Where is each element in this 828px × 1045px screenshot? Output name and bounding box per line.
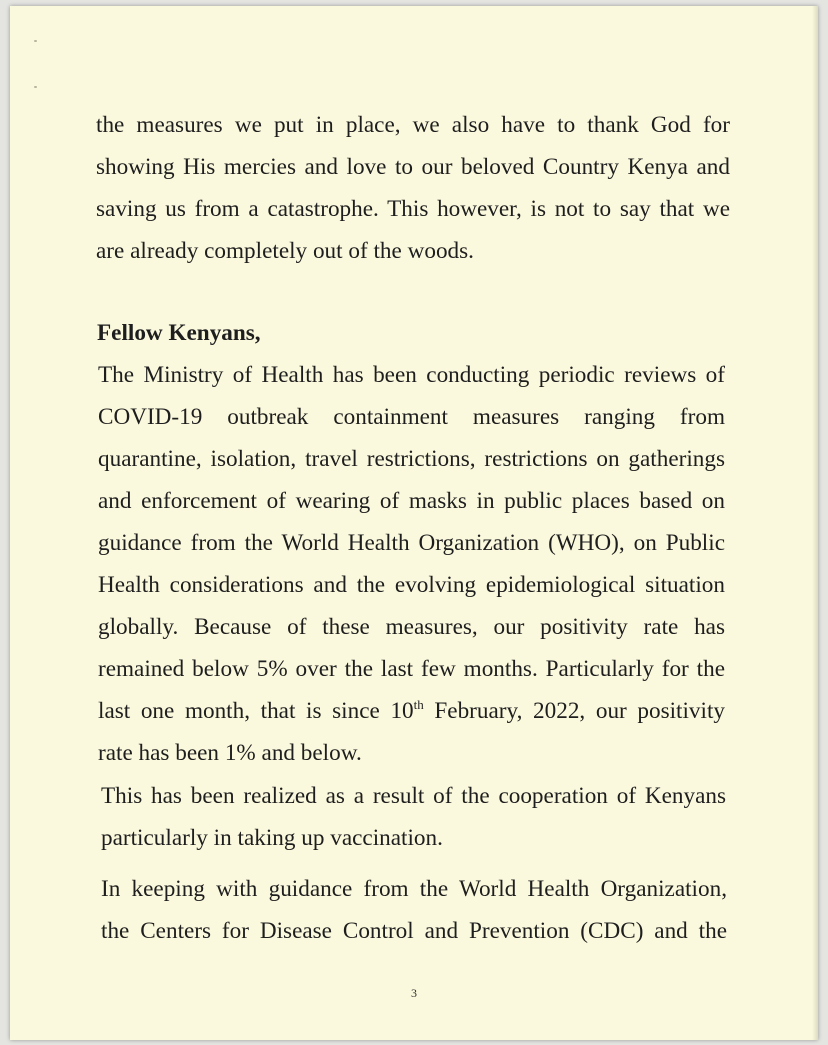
text-line: particularly in taking up vaccination. bbox=[101, 825, 443, 851]
text-line: are already completely out of the woods. bbox=[96, 238, 474, 264]
paper-speck bbox=[34, 86, 37, 88]
salutation-heading bbox=[97, 312, 261, 354]
paragraph-2 bbox=[98, 354, 725, 774]
text-line: rate has been 1% and below. bbox=[98, 740, 362, 766]
text-line: globally. Because of these measures, our positivity rate has bbox=[98, 614, 725, 640]
document-page bbox=[10, 6, 818, 1040]
salutation-text: Fellow Kenyans, bbox=[97, 320, 261, 346]
text-line: quarantine, isolation, travel restrictions, restrictions on gatherings bbox=[98, 446, 725, 472]
paragraph-3 bbox=[101, 775, 726, 859]
text-line: In keeping with guidance from the World Health Organization, bbox=[101, 876, 727, 902]
text-line: remained below 5% over the last few months. Particularly for the bbox=[98, 656, 725, 682]
text-line: Health considerations and the evolving epidemiological situation bbox=[98, 572, 725, 598]
date-text-after: February, 2022, our positivity bbox=[423, 698, 726, 724]
text-line: the Centers for Disease Control and Prevention (CDC) and the bbox=[101, 918, 727, 944]
paragraph-4 bbox=[101, 868, 727, 952]
text-line: the measures we put in place, we also have to thank God for bbox=[96, 112, 730, 138]
text-line: and enforcement of wearing of masks in public places based on bbox=[98, 488, 725, 514]
text-line: saving us from a catastrophe. This however, is not to say that we bbox=[96, 196, 730, 222]
ordinal-superscript: th bbox=[413, 697, 424, 712]
text-line: showing His mercies and love to our beloved Country Kenya and bbox=[96, 154, 730, 180]
paper-speck bbox=[34, 40, 37, 42]
text-line: guidance from the World Health Organization (WHO), on Public bbox=[98, 530, 725, 556]
date-text-before: last one month, that is since 10 bbox=[98, 698, 414, 724]
text-line: COVID-19 outbreak containment measures ranging from bbox=[98, 404, 725, 430]
paragraph-1 bbox=[96, 104, 730, 272]
text-line: The Ministry of Health has been conducting periodic reviews of bbox=[98, 362, 725, 388]
text-line bbox=[98, 690, 725, 732]
text-line: This has been realized as a result of the cooperation of Kenyans bbox=[101, 783, 726, 809]
page-number: 3 bbox=[411, 986, 417, 1000]
